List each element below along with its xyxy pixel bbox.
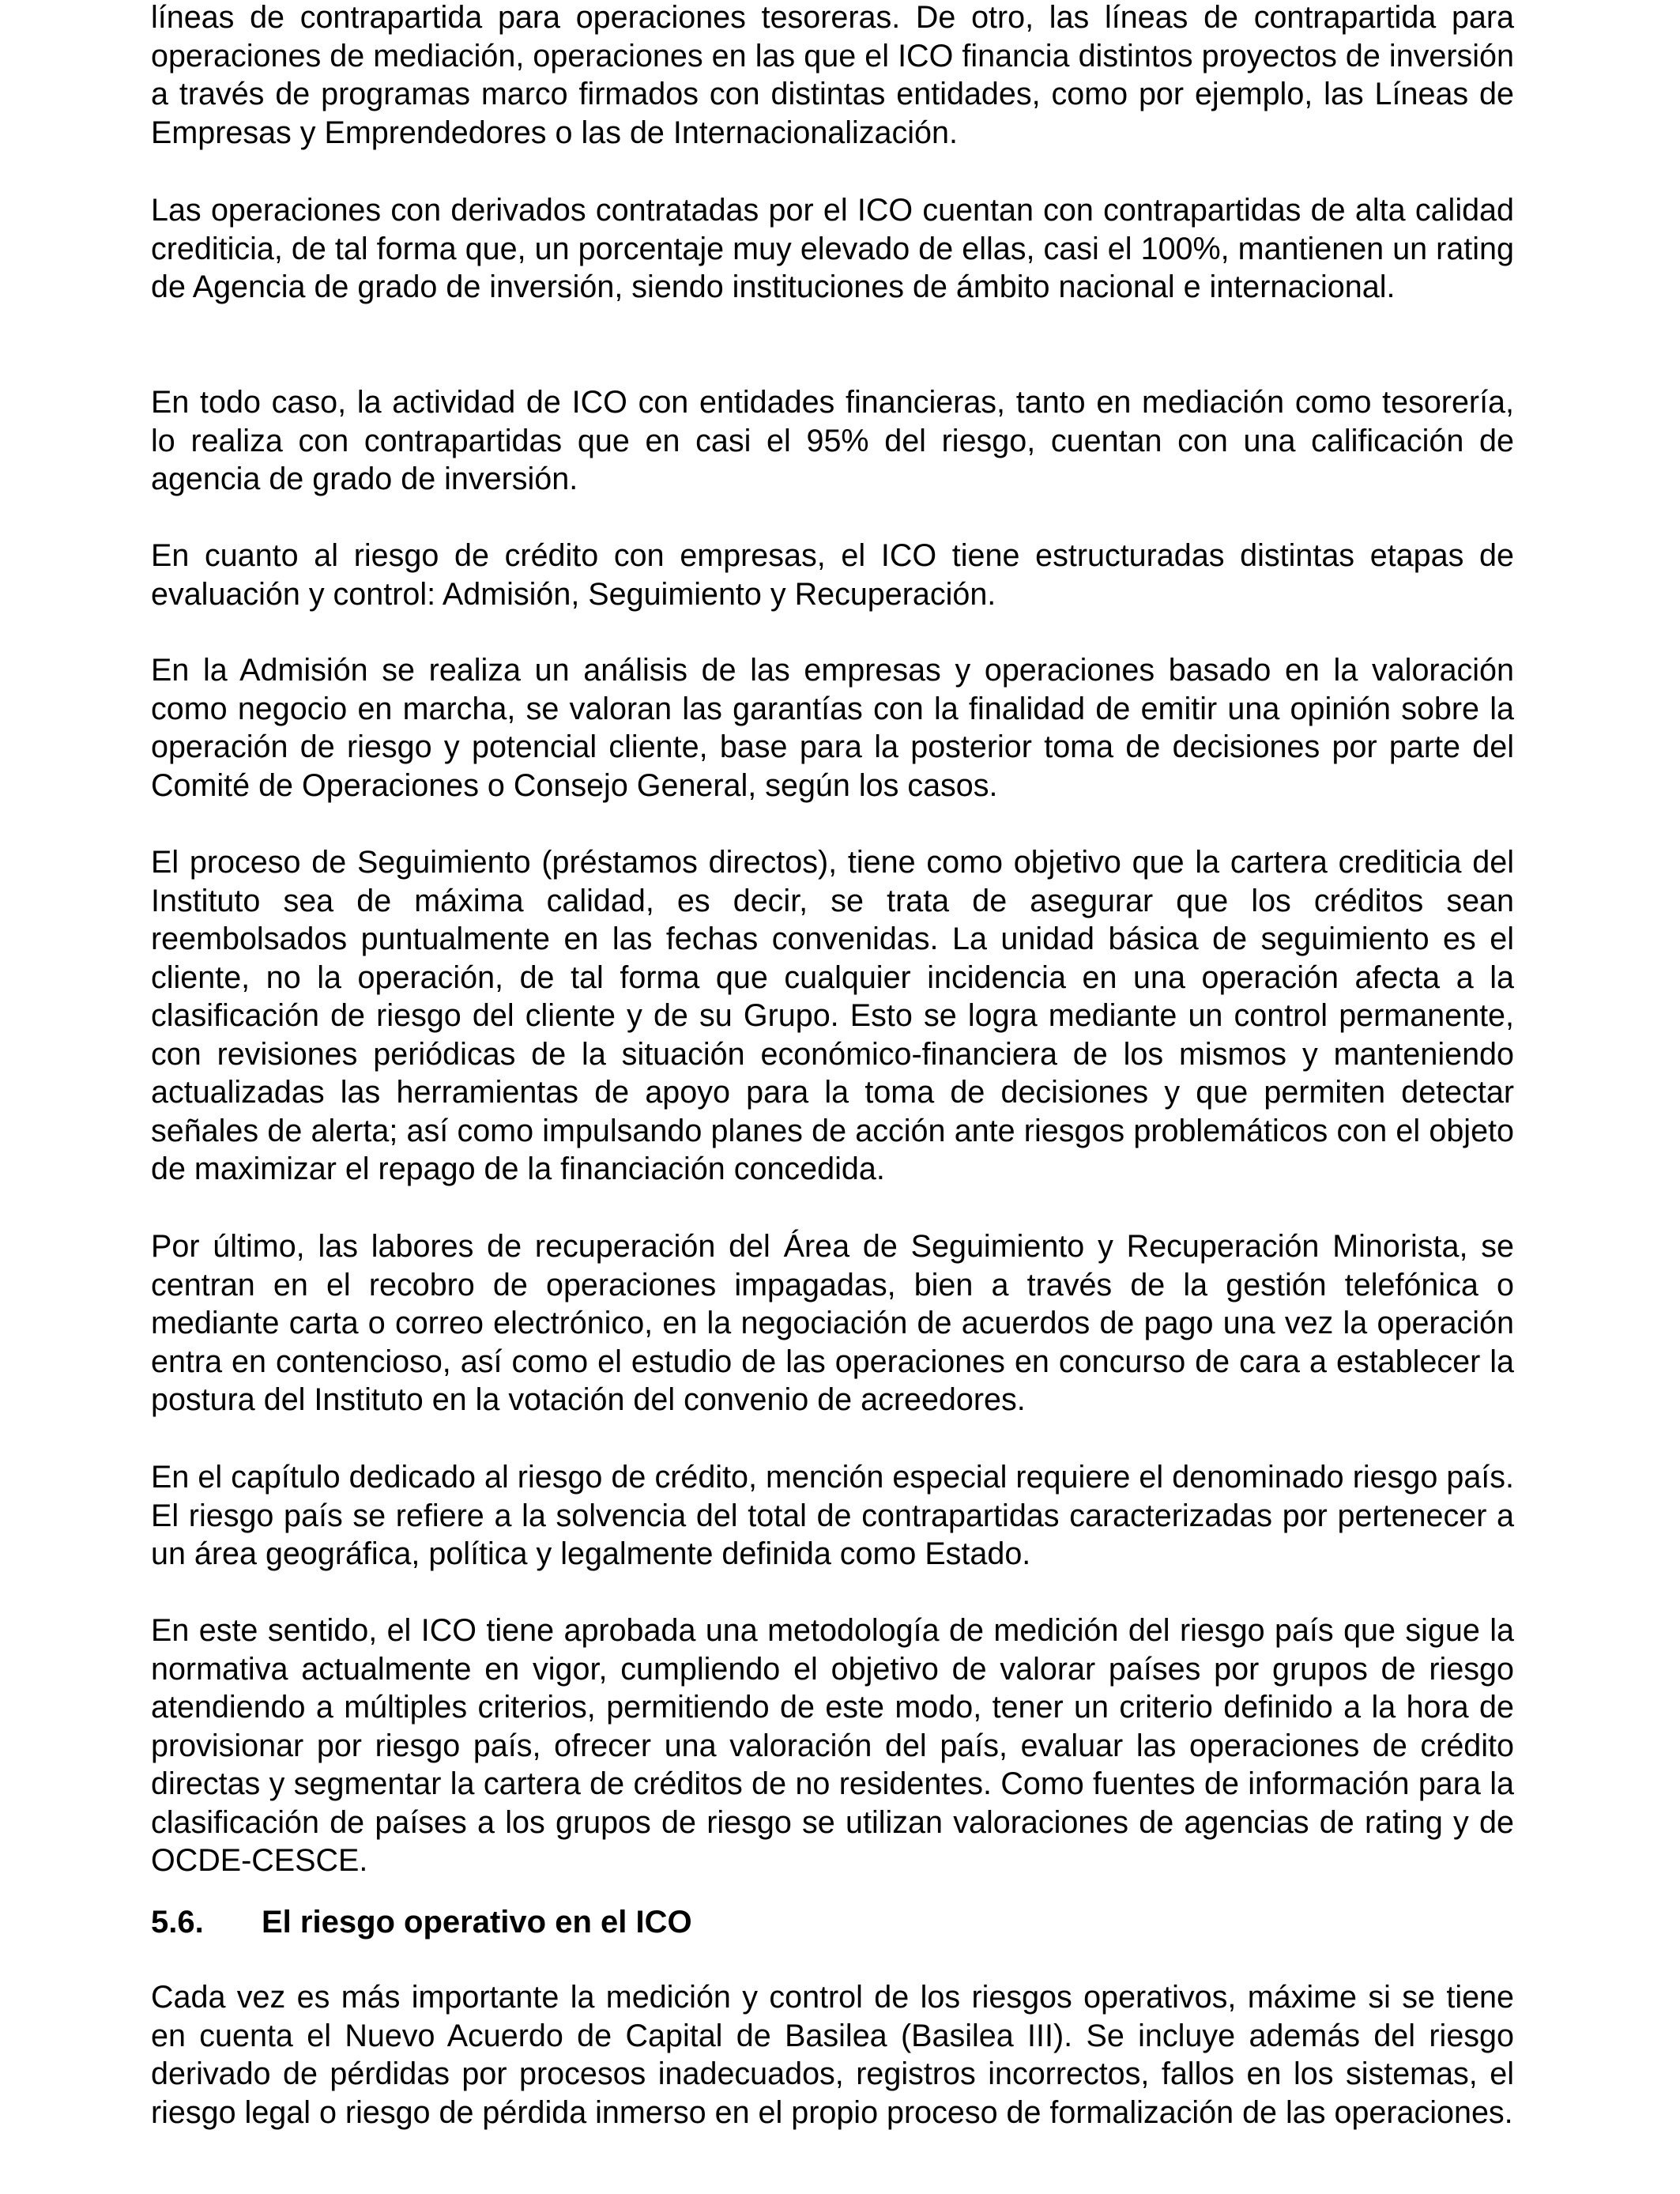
paragraph-riesgo-operativo: Cada vez es más importante la medición y control de los riesgos operativos, máxime si se tiene en cuenta el Nuevo Acuerdo de Capital de Basilea (Basilea III). Se incluye además del riesgo derivado de pérdidas por procesos inadecuados, registros incorrectos, fallos en los sistemas, el riesgo legal o riesgo de pérdida inmerso en el propio proceso de formalización de las operaciones. <box>151 1980 1514 2130</box>
paragraph-contrapartidas-lineas: líneas de contrapartida para operaciones tesoreras. De otro, las líneas de contrapartida para operaciones de mediación, operaciones en las que el ICO financia distintos proyectos de inversión a través de programas marco firmados con distintas entidades, como por ejemplo, las Líneas de Empresas y Emprendedores o las de Internacionalización. <box>151 0 1514 150</box>
paragraph-metodologia-riesgo-pais: En este sentido, el ICO tiene aprobada una metodología de medición del riesgo país que sigue la normativa actualmente en vigor, cumpliendo el objetivo de valorar países por grupos de riesgo atendiendo a múltiples criterios, permitiendo de este modo, tener un criterio definido a la hora de provisionar por riesgo país, ofrecer una valoración del país, evaluar las operaciones de crédito directas y segmentar la cartera de créditos de no residentes. Como fuentes de información para la clasificación de países a los grupos de riesgo se utilizan valoraciones de agencias de rating y de OCDE-CESCE. <box>151 1613 1514 1878</box>
section-title: El riesgo operativo en el ICO <box>262 1905 692 1940</box>
section-heading <box>151 1903 692 1941</box>
paragraph-riesgo-credito-empresas: En cuanto al riesgo de crédito con empresas, el ICO tiene estructuradas distintas etapas de evaluación y control: Admisión, Seguimiento y Recuperación. <box>151 538 1514 612</box>
paragraph-riesgo-pais: En el capítulo dedicado al riesgo de crédito, mención especial requiere el denominado riesgo país. El riesgo país se refiere a la solvencia del total de contrapartidas caracterizadas por pertenecer a un área geográfica, política y legalmente definida como Estado. <box>151 1460 1514 1571</box>
paragraph-derivados: Las operaciones con derivados contratadas por el ICO cuentan con contrapartidas de alta calidad crediticia, de tal forma que, un porcentaje muy elevado de ellas, casi el 100%, mantienen un rating de Agencia de grado de inversión, siendo instituciones de ámbito nacional e internacional. <box>151 193 1514 304</box>
paragraph-admision: En la Admisión se realiza un análisis de las empresas y operaciones basado en la valoración como negocio en marcha, se valoran las garantías con la finalidad de emitir una opinión sobre la operación de riesgo y potencial cliente, base para la posterior toma de decisiones por parte del Comité de Operaciones o Consejo General, según los casos. <box>151 653 1514 803</box>
paragraph-seguimiento: El proceso de Seguimiento (préstamos directos), tiene como objetivo que la cartera crediticia del Instituto sea de máxima calidad, es decir, se trata de asegurar que los créditos sean reembolsados puntualmente en las fechas convenidas. La unidad básica de seguimiento es el cliente, no la operación, de tal forma que cualquier incidencia en una operación afecta a la clasificación de riesgo del cliente y de su Grupo. Esto se logra mediante un control permanente, con revisiones periódicas de la situación económico-financiera de los mismos y manteniendo actualizadas las herramientas de apoyo para la toma de decisiones y que permiten detectar señales de alerta; así como impulsando planes de acción ante riesgos problemáticos con el objeto de maximizar el repago de la financiación concedida. <box>151 845 1514 1186</box>
paragraph-recuperacion: Por último, las labores de recuperación del Área de Seguimiento y Recuperación Minorista, se centran en el recobro de operaciones impagadas, bien a través de la gestión telefónica o mediante carta o correo electrónico, en la negociación de acuerdos de pago una vez la operación entra en contencioso, así como el estudio de las operaciones en concurso de cara a establecer la postura del Instituto en la votación del convenio de acreedores. <box>151 1229 1514 1417</box>
paragraph-entidades-financieras: En todo caso, la actividad de ICO con entidades financieras, tanto en mediación como tesorería, lo realiza con contrapartidas que en casi el 95% del riesgo, cuentan con una calificación de agencia de grado de inversión. <box>151 385 1514 496</box>
section-number: 5.6. <box>151 1905 204 1940</box>
